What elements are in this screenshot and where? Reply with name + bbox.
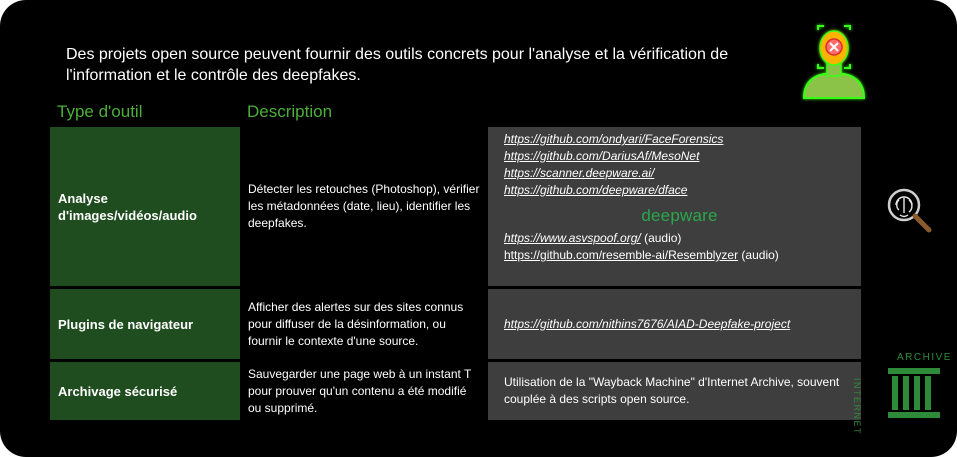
fingerprint-magnifier-icon xyxy=(884,186,936,236)
table-row xyxy=(50,127,861,286)
tool-description-cell: Afficher des alertes sur des sites connus pour diffuser de la désinformation, ou fournir le contexte d'une source. xyxy=(240,289,488,359)
audio-suffix: (audio) xyxy=(738,248,779,262)
archive-logo-text: ARCHIVE xyxy=(897,352,952,363)
link-faceforensics[interactable]: https://github.com/ondyari/FaceForensics xyxy=(504,132,724,146)
internet-archive-logo xyxy=(868,352,942,420)
tool-links-cell xyxy=(488,289,861,359)
tool-type-cell: Analyse d'images/vidéos/audio xyxy=(50,127,240,286)
link-dface[interactable]: https://github.com/deepware/dface xyxy=(504,183,688,197)
link-deepware-scanner[interactable]: https://scanner.deepware.ai/ xyxy=(504,166,655,180)
header-type: Type d'outil xyxy=(57,102,143,121)
table-row xyxy=(50,362,861,420)
tool-description-cell: Détecter les retouches (Photoshop), vérifier les métadonnées (date, lieu), identifier les deepfakes. xyxy=(240,127,488,286)
tool-type-cell: Plugins de navigateur xyxy=(50,289,240,359)
link-resemblyzer[interactable]: https://github.com/resemble-ai/Resemblyzer xyxy=(504,248,739,262)
archive-logo-side-text: INTERNET xyxy=(852,378,862,435)
tool-description-cell: Sauvegarder une page web à un instant T pour prouver qu'un contenu a été modifié ou supprimé. xyxy=(240,362,488,420)
link-mesonet[interactable]: https://github.com/DariusAf/MesoNet xyxy=(504,149,700,163)
tool-text-cell: Utilisation de la "Wayback Machine" d'Internet Archive, souvent couplée à des scripts open source. xyxy=(488,362,861,420)
tools-table xyxy=(50,127,861,420)
link-asvspoof[interactable]: https://www.asvspoof.org/ xyxy=(504,231,641,245)
face-scan-person-icon xyxy=(798,22,870,102)
tool-links-cell xyxy=(488,127,861,286)
deepware-logo: deepware xyxy=(641,206,718,225)
intro-text: Des projets open source peuvent fournir des outils concrets pour l'analyse et la vérification de l'information et le contrôle des deepfakes. xyxy=(66,46,729,84)
table-row xyxy=(50,289,861,359)
audio-suffix: (audio) xyxy=(640,231,682,245)
header-description: Description xyxy=(247,102,333,121)
tool-type-cell: Archivage sécurisé xyxy=(50,362,240,420)
link-aiad-deepfake[interactable]: https://github.com/nithins7676/AIAD-Deepfake-project xyxy=(504,316,791,331)
